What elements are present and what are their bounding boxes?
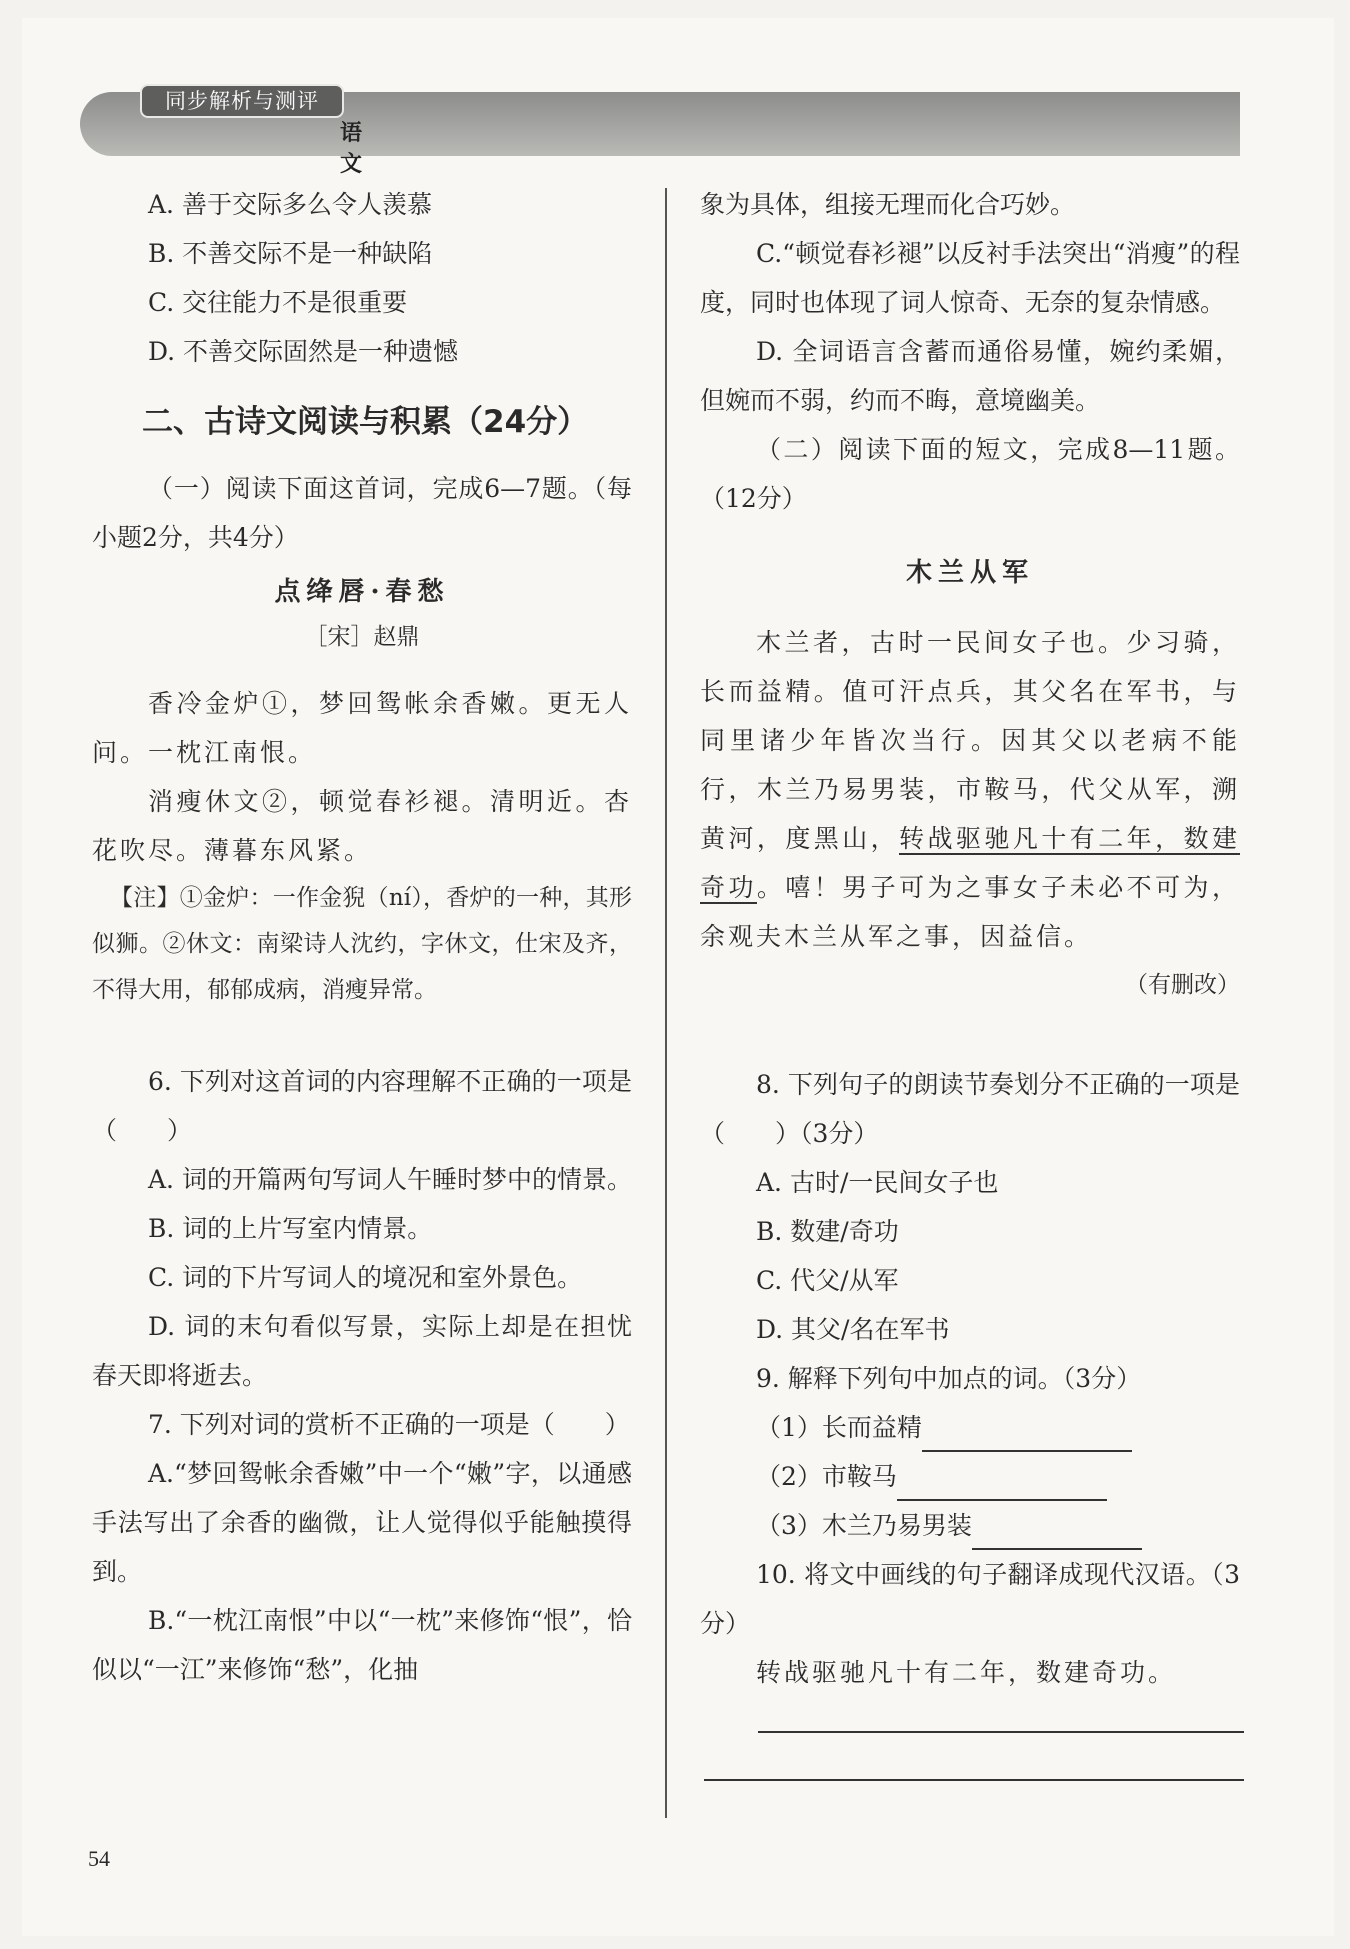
q8-option-d: D. 其父/名在军书 xyxy=(756,1315,950,1344)
q7-option-a: A.“梦回鸳帐余香嫩”中一个“嫩”字，以通感手法写出了余香的幽微，让人觉得似乎能触摸得到。 xyxy=(92,1459,632,1586)
book-title-tab: 同步解析与测评 xyxy=(140,84,344,118)
question-7: 7. 下列对词的赏析不正确的一项是（ ） xyxy=(148,1410,630,1439)
essay-text-1: 木兰者，古时一民间女子也。少习骑，长而益精。值可汗点兵，其父名在军书，与同里诸少年皆次当行。因其父以老病不能行，木兰乃易男装，市鞍马，代父从军，溯黄河，度黑山， xyxy=(700,628,1240,853)
q7-option-c: C.“顿觉春衫褪”以反衬手法突出“消瘦”的程度，同时也体现了词人惊奇、无奈的复杂情感。 xyxy=(700,239,1240,317)
q9-item-1 xyxy=(700,1403,1240,1452)
q5-option-c: C. 交往能力不是很重要 xyxy=(148,288,408,317)
column-divider xyxy=(665,188,667,1818)
q8-option-a: A. 古时/一民间女子也 xyxy=(756,1168,999,1197)
left-column xyxy=(92,180,632,1694)
q6-option-b: B. 词的上片写室内情景。 xyxy=(148,1214,433,1243)
essay-text-2: 。嘻！男子可为之事女子未必不可为，余观夫木兰从军之事，因益信。 xyxy=(700,873,1240,951)
question-8: 8. 下列句子的朗读节奏划分不正确的一项是（ ）（3分） xyxy=(700,1070,1240,1148)
poem-stanza-1: 香冷金炉①，梦回鸳帐余香嫩。更无人问。一枕江南恨。 xyxy=(92,689,632,767)
subject-label: 语 文 xyxy=(340,121,377,177)
essay-source: （有删改） xyxy=(1125,972,1240,998)
q5-option-a: A. 善于交际多么令人羡慕 xyxy=(148,190,432,219)
q6-option-a: A. 词的开篇两句写词人午睡时梦中的情景。 xyxy=(148,1165,632,1194)
poem-note: 【注】①金炉：一作金猊（ní），香炉的一种，其形似狮。②休文：南梁诗人沈约，字休文，仕宋及齐，不得大用，郁郁成病，消瘦异常。 xyxy=(92,885,632,1003)
section-title: 二、古诗文阅读与积累（24分） xyxy=(142,404,589,440)
part2-intro: （二）阅读下面的短文，完成8—11题。（12分） xyxy=(700,435,1240,513)
q10-sentence: 转战驱驰凡十有二年，数建奇功。 xyxy=(756,1658,1177,1687)
page-number: 54 xyxy=(88,1846,110,1871)
q9-item-3 xyxy=(700,1501,1240,1550)
question-9: 9. 解释下列句中加点的词。（3分） xyxy=(756,1364,1142,1393)
q9-item-3-text: （3）木兰乃易男装 xyxy=(756,1511,972,1540)
q9-item-2 xyxy=(700,1452,1240,1501)
q6-option-c: C. 词的下片写词人的境况和室外景色。 xyxy=(148,1263,583,1292)
q7-option-d: D. 全词语言含蓄而通俗易懂，婉约柔媚，但婉而不弱，约而不晦，意境幽美。 xyxy=(700,337,1240,415)
q10-answer-line-1[interactable] xyxy=(758,1731,1244,1733)
poem-stanza-2: 消瘦休文②，顿觉春衫褪。清明近。杏花吹尽。薄暮东风紧。 xyxy=(92,787,632,865)
q5-option-b: B. 不善交际不是一种缺陷 xyxy=(148,239,433,268)
q9-answer-blank-3[interactable] xyxy=(972,1518,1142,1550)
essay-underlined-sentence: 转战驱驰凡十有二年，数建奇功 xyxy=(700,824,1240,902)
q7-option-b-continued: 象为具体，组接无理而化合巧妙。 xyxy=(700,190,1076,219)
q8-option-c: C. 代父/从军 xyxy=(756,1266,899,1295)
poem-title: 点绛唇·春愁 xyxy=(274,577,450,607)
q6-option-d: D. 词的末句看似写景，实际上却是在担忧春天即将逝去。 xyxy=(92,1312,632,1390)
q9-answer-blank-1[interactable] xyxy=(922,1420,1132,1452)
q10-answer-line-2[interactable] xyxy=(704,1779,1244,1781)
q8-option-b: B. 数建/奇功 xyxy=(756,1217,899,1246)
q9-item-1-text: （1）长而益精 xyxy=(756,1413,922,1442)
essay-body xyxy=(700,618,1240,961)
question-10: 10. 将文中画线的句子翻译成现代汉语。（3分） xyxy=(700,1560,1240,1638)
q9-answer-blank-2[interactable] xyxy=(897,1469,1107,1501)
essay-title: 木兰从军 xyxy=(905,558,1034,588)
q5-option-d: D. 不善交际固然是一种遗憾 xyxy=(148,337,459,366)
question-6: 6. 下列对这首词的内容理解不正确的一项是（ ） xyxy=(92,1067,632,1145)
part1-intro: （一）阅读下面这首词，完成6—7题。（每小题2分，共4分） xyxy=(92,474,632,552)
right-column xyxy=(700,180,1240,1781)
poem-author: ［宋］赵鼎 xyxy=(304,624,420,650)
q7-option-b: B.“一枕江南恨”中以“一枕”来修饰“恨”，恰似以“一江”来修饰“愁”，化抽 xyxy=(92,1606,632,1684)
q9-item-2-text: （2）市鞍马 xyxy=(756,1462,897,1491)
